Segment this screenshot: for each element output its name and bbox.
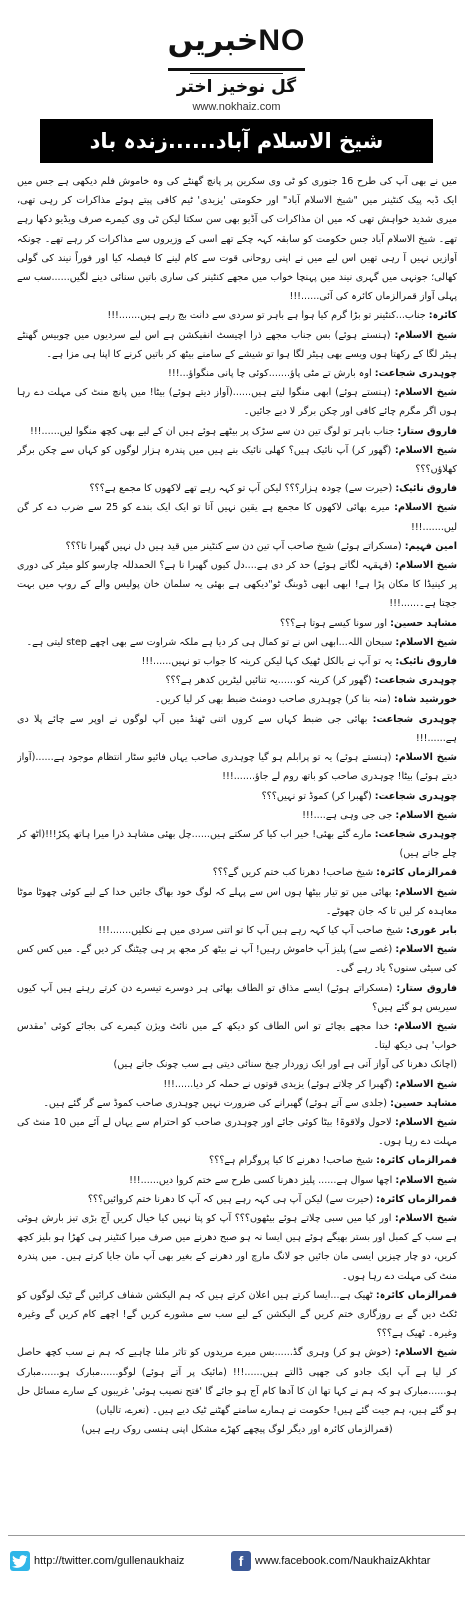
line-text: (قہقہہ لگاتے ہوئے) حد کر دی ہے....دل کیوں گھبرا نا ہے؟ الحمدللہ چارسو کلو میٹر کی دوری پر کینیڈا کا مکان پڑا ہے! ابھی ابھی ڈوبنگ ٹو"دیکھی ہے بھئی یہ سلمان خان پولیس والے کے روپ میں بہت جچتا ہے۔......!!! [17,560,457,610]
masthead [0,0,473,120]
speaker-label: قمرالزماں کائرہ: [376,1155,457,1167]
dialogue-line [17,1171,457,1190]
line-text: جناب باہر تو لوگ تین دن سے سڑک پر بیٹھے ہوئے ہیں ان کے لیے بھی کچھ منگوا لیں......!!! [29,425,395,437]
speaker-label: قمرالزماں کائرہ: [375,1289,457,1301]
facebook-f-icon: f [231,1551,251,1571]
line-text: بھائی میں تو تیار بیٹھا ہوں اس سے پہلے کہ لوگ خود بھاگ جائیں خدا کے لیے کوئی چھوٹا موٹا معاہدہ کر لیں تا کہ جان چھوٹے۔ [17,886,457,917]
speaker-label: کائرہ: [428,310,457,322]
dialogue-line [17,979,457,1017]
speaker-label: شیخ الاسلام: [394,1347,457,1359]
line-text: سبحان اللہ...ابھی اس نے تو کمال ہی کر دیا ہے ملکہ شراوت سے بھی اچھے step لیتی ہے۔ [26,636,393,648]
speaker-label: شیخ الاسلام: [394,329,457,341]
speaker-label: شیخ الاسلام: [395,636,457,648]
dialogue-line [17,940,457,978]
line-text: اور سونا کیسے ہوتا ہے؟؟؟ [280,617,388,629]
line-text: (حیرت سے) لیکن آپ ہی کہہ رہے ہیں کہ آپ کا دھرنا ختم کروائیں؟؟؟ [87,1193,374,1205]
line-text: شیخ صاحب آپ کیا کہہ رہے ہیں آپ کا تو اتنی سردی میں ہے نکلیں.......!!! [98,924,404,936]
logo-latin: NO [258,24,306,57]
speaker-label: شیخ الاسلام: [395,1174,457,1186]
line-text: ٹھیک ہے...ایسا کرتے ہیں اعلان کرتے ہیں کہ ہم الیکشن شفاف کرائیں گے ٹیک لوگوں کو ٹکٹ دیں گے بے روزگاری ختم کریں گے الیکشن کے لیے سب سے مشورے کریں گے! اچھے کام کریں گے وغیرہ وغیرہ۔ ٹھیک ہے؟؟؟ [17,1289,457,1340]
dialogue-line [17,1017,457,1055]
logo-underline [168,68,305,71]
dialogue-line [17,921,457,940]
dialogue-line [17,863,457,882]
twitter-bird-icon [10,1551,30,1571]
logo-underline-thin [190,73,283,74]
dialogue-line [17,710,457,748]
line-text: (گھبرا کر) کموڈ تو نہیں؟؟؟ [261,790,372,802]
dialogue-line [17,652,457,671]
line-text: اچھا سوال ہے...... پلیز دھرنا کسی طرح سے ختم کروا دیں......!!! [129,1174,393,1186]
line-text: (گھور کر) آپ نائیک ہیں؟ کھلی نائیک بنے ہیں میں پندرہ ہزار لوگوں کو کہاں سے چکن برگر کھلاؤں؟؟؟ [17,444,457,476]
dialogue-line [17,1286,457,1344]
line-text: شیخ صاحب! دھرنے کا کیا پروگرام ہے؟؟؟ [209,1155,374,1167]
narration-paragraph [17,1055,457,1074]
speaker-label: قمرالزماں کائرہ: [376,1193,457,1205]
speaker-label: قمرالزماں کائرہ: [376,867,457,879]
speaker-label: شیخ الاسلام: [395,809,457,821]
dialogue-line [17,1075,457,1094]
line-text: (گھبرا کر چلاتے ہوئے) یزیدی قوتوں نے حملہ کر دیا......!!! [163,1078,393,1090]
line-text: (ہنستے ہوئے) بس جناب مجھے ذرا اچیسٹ انفیکشن ہے اس لیے سردیوں میں چوبیس گھنٹے ہیٹر لگا کے رکھتا ہوں ویسے بھی ہیٹر لگا ہوا تو شیشے کے سامنے بیٹھ کر باتیں کرنے کا اپنا ہی مزا ہے۔ [17,329,457,360]
logo [0,24,473,58]
speaker-label: شیخ الاسلام: [395,1078,457,1090]
dialogue-line [17,614,457,633]
line-text: جی جی وہی ہے....!!! [302,809,393,821]
dialogue-line [17,1151,457,1170]
line-text: بھائی جی ضبط کہاں سے کروں اتنی ٹھنڈ میں آپ لوگوں نے اوپر سے چائے پلا دی ہے......!!! [17,713,457,744]
dialogue-line [17,806,457,825]
dialogue-line [17,690,457,709]
twitter-link[interactable] [10,1550,184,1572]
line-text: اوہ بارش تے مٹی پاؤ.......کوئی چا پانی منگواؤ...!!! [168,368,372,380]
speaker-label: شیخ الاسلام: [394,502,457,514]
speaker-label: شیخ الاسلام: [394,752,457,764]
line-text: (قمرالزماں کائرہ اور دیگر لوگ پیچھے کھڑے مشکل اپنی ہنسی روک رہے ہیں) [81,1424,393,1436]
speaker-label: چوہدری شجاعت: [374,675,457,687]
line-text: میرے بھائی لاکھوں کا مجمع ہے یقین نہیں آتا تو ایک ایک بندے کو 25 سے ضرب دے کر گن لیں.......!!! [17,502,457,533]
line-text: (غصے سے) پلیز آپ خاموش رہیں! آپ نے بیٹھ کر مجھ پر ہی چیٹنگ کر دیں گے۔ میں کس کس کی سیٹی سنوں؟ یاد رہے گی۔ [17,944,457,975]
line-text: (مسکراتے ہوئے) شیخ صاحب آپ تین دن سے کنٹینر میں قید ہیں دل نہیں گھبرا تا؟؟؟ [65,540,402,552]
dialogue-line [17,556,457,614]
dialogue-line [17,1190,457,1209]
dialogue-line [17,1113,457,1151]
dialogue-line [17,825,457,863]
speaker-label: فاروق ستار: [397,425,457,437]
dialogue-line [17,306,457,325]
article-title: شیخ الاسلام آباد......زندہ باد [40,119,433,163]
dialogue-line [17,326,457,364]
speaker-label: چوہدری شجاعت: [374,368,457,380]
speaker-label: شیخ الاسلام: [393,1020,457,1032]
dialogue-line [17,537,457,556]
speaker-label: شیخ الاسلام: [394,1212,457,1224]
dialogue-line [17,748,457,786]
dialogue-line [17,633,457,652]
facebook-link[interactable] [231,1550,430,1572]
line-text: (مسکراتے ہوئے) ایسے مذاق تو الطاف بھائی ہر دوسرے تیسرے دن کرتے رہتے ہیں آپ کیوں سیریس ہو گئے ہیں؟ [17,982,457,1013]
line-text: (گھور کر) کرینہ کو......یہ تنائیں لیٹرین کدھر ہے؟؟؟ [165,675,372,687]
dialogue-line [17,671,457,690]
speaker-label: چوہدری شجاعت: [374,828,457,840]
speaker-label: شیخ الاسلام: [395,1116,457,1128]
author-byline: گل نوخیز اختر [176,77,297,97]
speaker-label: شیخ الاسلام: [395,886,457,898]
logo-urdu: خبریں [167,23,259,58]
speaker-label: فاروق نائیک: [395,656,457,668]
line-text: (اچانک دھرنا کی آواز آتی ہے اور ایک زوردار چیخ سنائی دیتی ہے سب چونک جاتے ہیں) [113,1059,457,1071]
line-text: جناب...کنٹینر تو بڑا گرم کیا ہوا ہے باہر تو سردی سے دانت بج رہے ہیں.......!!! [107,310,426,322]
twitter-url[interactable]: http://twitter.com/gullenaukhaiz [34,1555,185,1567]
line-text: میں نے بھی آپ کی طرح 16 جنوری کو ٹی وی سکرین پر پانچ گھنٹے کی وہ خاموش فلم دیکھی ہے جس میں ایک ڈبہ پیک کنٹینر میں "شیخ الاسلام آباد" اور حکومتی 'یزیدی' ٹیم کافی پیتے ہوئے مذاکرات کر رہی تھی، میری شدید خواہش تھی کہ میں ان مذاکرات کی آڈیو بھی سن سکتا لیکن ٹی وی کیمرے صرف ویڈیو دکھا رہے تھے۔ شیخ الاسلام آباد جس حکومت کو سابقہ کہہ چکے تھے اسی کے وزیروں سے مذاکرات کر رہے تھے۔ چونکہ آوازیں نہیں آ رہی تھیں اس لیے میں نے اپنی روحانی قوت سے کام لینے کا فیصلہ کیا اور فوراً نیند کی گولی کھالی؛ جونہی میں گہری نیند میں پہنچا خواب میں مجھے کنٹینر کی ساری باتیں سنائی دینے لگیں......سب سے پہلی آواز قمرالزماں کائرہ کی آئی......!!! [17,176,457,303]
speaker-label: مشاہد حسین: [390,1097,457,1109]
narration-paragraph [17,1420,457,1439]
dialogue-line [17,1343,457,1420]
narration-paragraph [17,172,457,306]
speaker-label: شیخ الاسلام: [395,560,457,572]
line-text: (حیرت سے) چودہ ہزار؟؟؟ لیکن آپ تو کہہ رہے تھے لاکھوں کا مجمع ہے؟؟؟ [89,483,393,495]
line-text: (ہنستے ہوئے) یہ تو پرابلم ہو گیا چوہدری صاحب یہاں فائیو سٹار انتظام موجود ہے......(آواز دیتے ہوئے) بیٹا! چوہدری صاحب کو باتھ روم لے جاؤ.......!!! [17,752,457,783]
line-text: خدا مجھے بچائے تو اس الطاف کو دیکھ کے میں نائٹ ویژن کیمرے کی بجائے کوئی 'مقدس خواب' ہی دیکھ لیتا۔ [17,1020,457,1052]
dialogue-line [17,1094,457,1113]
line-text: مارے گئے بھئی! خیر اب کیا کر سکتے ہیں......چل بھئی مشاہد ذرا میرا ہاتھ پکڑ!!!(اٹھ کر چلے جاتے ہیں) [17,828,457,860]
dialogue-line [17,383,457,421]
line-text: (خوش ہو کر) وہری گڈ......بس میرے مریدوں کو تاثر ملنا چاہیے کہ ہم نے سب کچھ حاصل کر لیا ہے آپ ایک جادو کی جھپی ڈالتے ہیں......!!! (مائیک پر آتے ہوئے) لوگو......مبارک ہو......مبارک ہو......مبارک ہو کہ ہم نے کہا تھا ان کا آدھا کام آج ہو جائے گا 'فتح نصیب ہوئی' غریبوں کے سارے مسائل حل ہو گئے ہیں، ہم جیت گئے ہیں! حکومت نے ہمارے سامنے گھٹنے ٹیک دیے ہیں۔ (نعرے، تالیاں) [17,1347,457,1416]
line-text: (ہنستے ہوئے) ابھی منگوا لیتے ہیں......(آواز دیتے ہوئے) بیٹا! میں پانچ منٹ کی مہلت دے رہا ہوں اگر مگرم چائے کافی اور چکن برگر لا دیے جائیں۔ [17,387,457,418]
line-text: (منہ بنا کر) چوہدری صاحب دومنٹ ضبط بھی کر لیا کریں۔ [155,694,391,706]
dialogue-line [17,364,457,383]
dialogue-line [17,441,457,479]
line-text: (جلدی سے آتے ہوئے) گھبرانے کی ضرورت نہیں چوہدری صاحب کموڈ سے گر گئے ہیں۔ [43,1097,388,1109]
speaker-label: مشاہد حسین: [390,617,457,629]
footer-divider [8,1535,465,1536]
speaker-label: شیخ الاسلام: [394,444,457,456]
line-text: لاحول ولاقوۃ! بیٹا کوئی جائے اور چوہدری صاحب کو احترام سے یہاں لے آئے میں 10 منٹ کی مہلت دے رہا ہوں۔ [17,1116,457,1148]
speaker-label: شیخ الاسلام: [395,944,457,956]
dialogue-line [17,883,457,921]
line-text: شیخ صاحب! دھرنا کب ختم کریں گے؟؟؟ [212,867,374,879]
speaker-label: چوہدری شجاعت: [374,790,457,802]
facebook-url[interactable]: www.facebook.com/NaukhaizAkhtar [255,1555,431,1567]
site-url[interactable]: www.nokhaiz.com [192,101,281,113]
line-text: اور کیا میں سبی چلاتے ہوئے بیٹھوں؟؟؟ آپ کو پتا نہیں کیا خیال کریں آج بڑی تیز بارش ہوئی ہے سب کے کمبل اور بستر بھیگے ہوئے ہیں ایسا نہ ہو صبح دھرنے میں صرف میرا کنٹینر ہی کھڑا ہو بلیز کچھ کریں، دو چار چیزیں ایسی مان جائیں جو لانگ مارچ اور دھرنے کے بغیر بھی آپ مان جایا کرتے ہیں۔ میں پندرہ منٹ کی مہلت دے رہا ہوں۔ [17,1212,457,1282]
dialogue-line [17,479,457,498]
dialogue-line [17,1209,457,1286]
footer [0,1535,473,1600]
line-text: یہ تو آپ نے بالکل ٹھیک کہا لیکن کرینہ کا جواب تو نہیں......!!! [141,656,393,668]
speaker-label: شیخ الاسلام: [394,387,457,399]
speaker-label: خورشید شاہ: [393,694,457,706]
dialogue-line [17,422,457,441]
speaker-label: فاروق نائیک: [395,483,457,495]
speaker-label: امین فہیم: [404,540,457,552]
speaker-label: فاروق ستار: [396,982,457,994]
speaker-label: چوہدری شجاعت: [372,713,457,725]
dialogue-line [17,498,457,536]
dialogue-line [17,787,457,806]
article-body [17,172,457,1517]
speaker-label: بابر غوری: [406,924,457,936]
